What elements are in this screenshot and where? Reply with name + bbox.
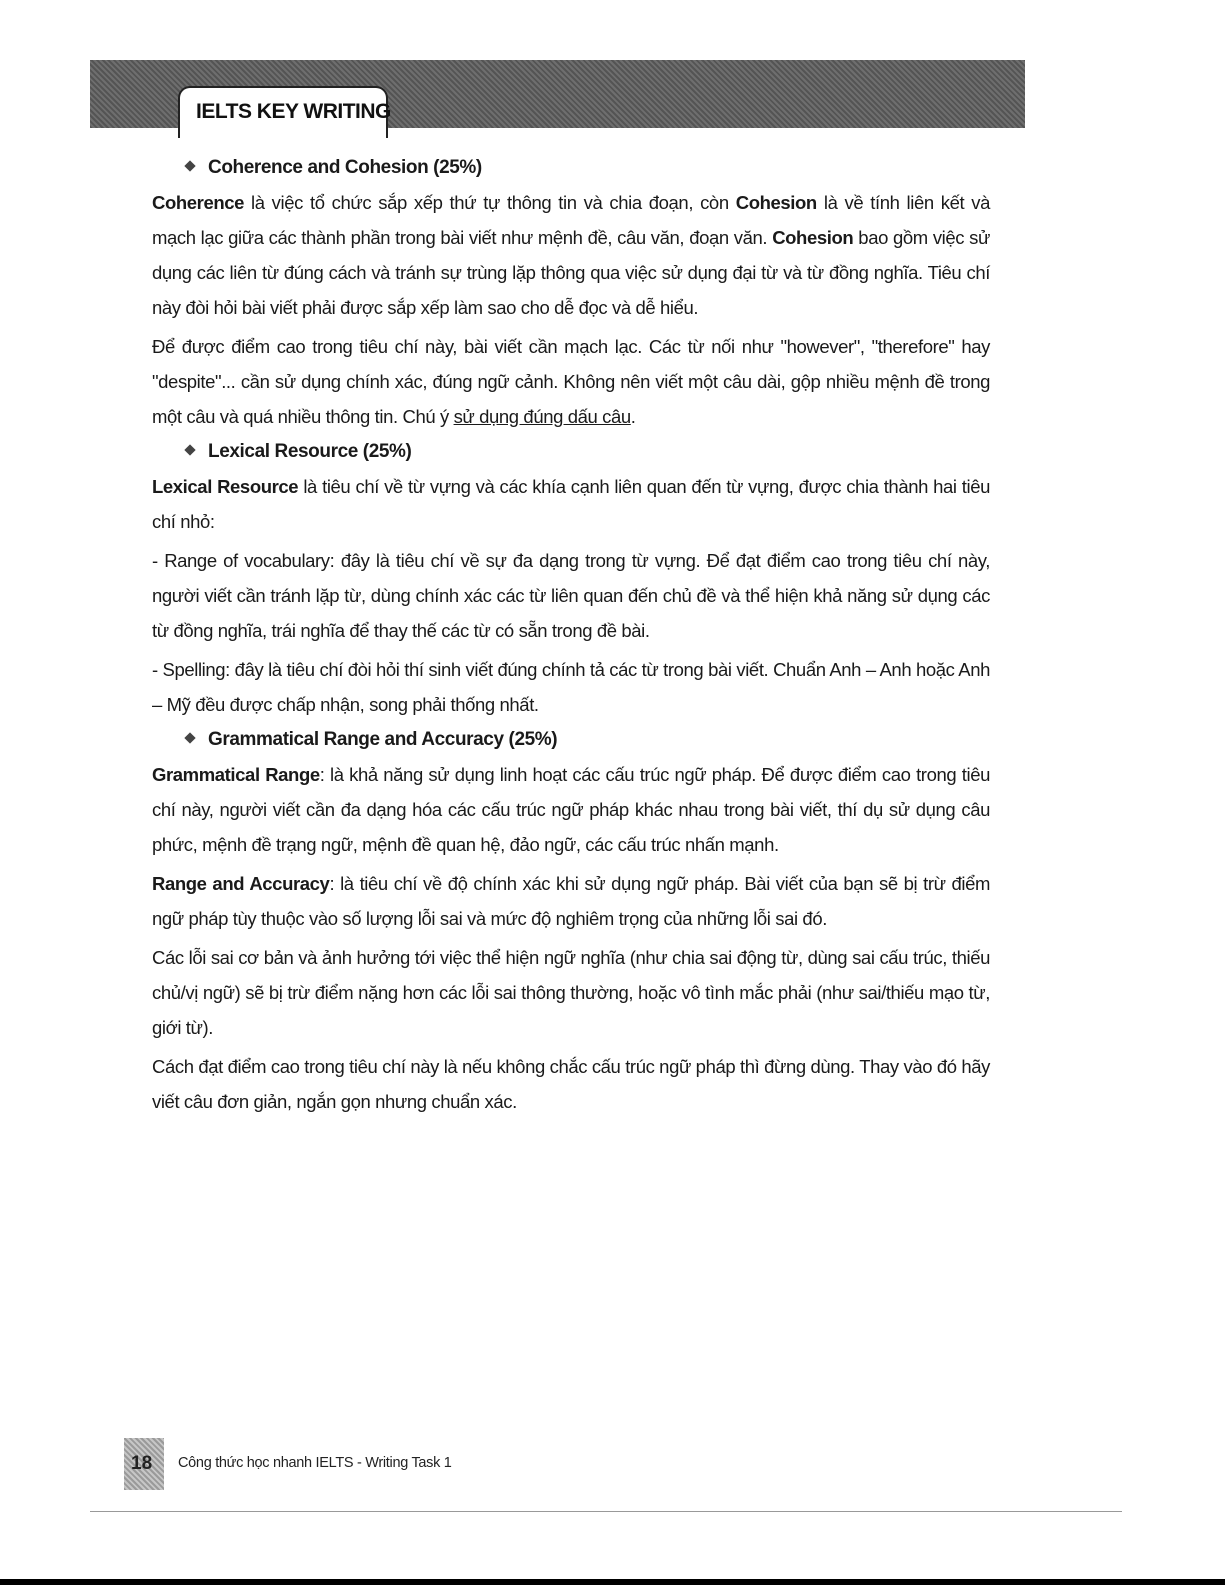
paragraph-lexical-definition: Lexical Resource là tiêu chí về từ vựng và các khía cạnh liên quan đến từ vựng, được chia thành hai tiêu chí nhỏ: [152,476,990,532]
paragraph-spelling: - Spelling: đây là tiêu chí đòi hỏi thí sinh viết đúng chính tả các từ trong bài viết. Chuẩn Anh – Anh hoặc Anh – Mỹ đều được chấp nhận, song phải thống nhất. [152,659,990,715]
paragraph-range-and-accuracy: Range and Accuracy: là tiêu chí về độ chính xác khi sử dụng ngữ pháp. Bài viết của bạn sẽ bị trừ điểm ngữ pháp tùy thuộc vào số lượng lỗi sai và mức độ nghiêm trọng của những lỗi sai đó. [152,873,990,929]
paragraph-high-score-advice: Cách đạt điểm cao trong tiêu chí này là nếu không chắc cấu trúc ngữ pháp thì đừng dùng. Thay vào đó hãy viết câu đơn giản, ngắn gọn nhưng chuẩn xác. [152,1056,990,1112]
footer-book-title: Công thức học nhanh IELTS - Writing Task 1 [178,1455,452,1471]
paragraph-coherence-tips: Để được điểm cao trong tiêu chí này, bài viết cần mạch lạc. Các từ nối như "however", "therefore" hay "despite"... cần sử dụng chính xác, đúng ngữ cảnh. Không nên viết một câu dài, gộp nhiều mệnh đề trong một câu và quá nhiều thông tin. Chú ý sử dụng đúng dấu câu. [152,336,990,427]
page-number: 18 [131,1453,153,1474]
paragraph-coherence-definition: Coherence là việc tổ chức sắp xếp thứ tự thông tin và chia đoạn, còn Cohesion là về tính liên kết và mạch lạc giữa các thành phần trong bài viết như mệnh đề, câu văn, đoạn văn. Cohesion bao gồm việc sử dụng các liên từ đúng cách và tránh sự trùng lặp thông qua việc sử dụng đại từ và từ đồng nghĩa. Tiêu chí này đòi hỏi bài viết phải được sắp xếp làm sao cho dễ đọc và dễ hiểu. [152,192,990,318]
section-heading-grammar: Grammatical Range and Accuracy (25%) [186,722,990,757]
running-header-title: IELTS KEY WRITING [196,100,391,123]
section-heading-lexical: Lexical Resource (25%) [186,434,990,469]
diamond-bullet-icon [184,160,195,171]
footer-divider [90,1511,1122,1512]
paragraph-range-of-vocabulary: - Range of vocabulary: đây là tiêu chí về sự đa dạng trong từ vựng. Để đạt điểm cao trong tiêu chí này, người viết cần tránh lặp từ, dùng chính xác các từ liên quan đến chủ đề và thể hiện khả năng sử dụng các từ đồng nghĩa, trái nghĩa để thay thế các từ có sẵn trong đề bài. [152,550,990,641]
paragraph-grammatical-range: Grammatical Range: là khả năng sử dụng linh hoạt các cấu trúc ngữ pháp. Để được điểm cao trong tiêu chí này, người viết cần đa dạng hóa các cấu trúc ngữ pháp khác nhau trong bài viết, thí dụ sử dụng câu phức, mệnh đề trạng ngữ, mệnh đề quan hệ, đảo ngữ, các cấu trúc nhấn mạnh. [152,764,990,855]
page-content [152,150,990,1119]
paragraph-common-errors: Các lỗi sai cơ bản và ảnh hưởng tới việc thể hiện ngữ nghĩa (như chia sai động từ, dùng sai cấu trúc, thiếu chủ/vị ngữ) sẽ bị trừ điểm nặng hơn các lỗi sai thông thường, hoặc vô tình mắc phải (như sai/thiếu mạo từ, giới từ). [152,947,990,1038]
section-heading-coherence: Coherence and Cohesion (25%) [186,150,990,185]
diamond-bullet-icon [184,732,195,743]
scan-bottom-edge [0,1579,1225,1585]
diamond-bullet-icon [184,444,195,455]
